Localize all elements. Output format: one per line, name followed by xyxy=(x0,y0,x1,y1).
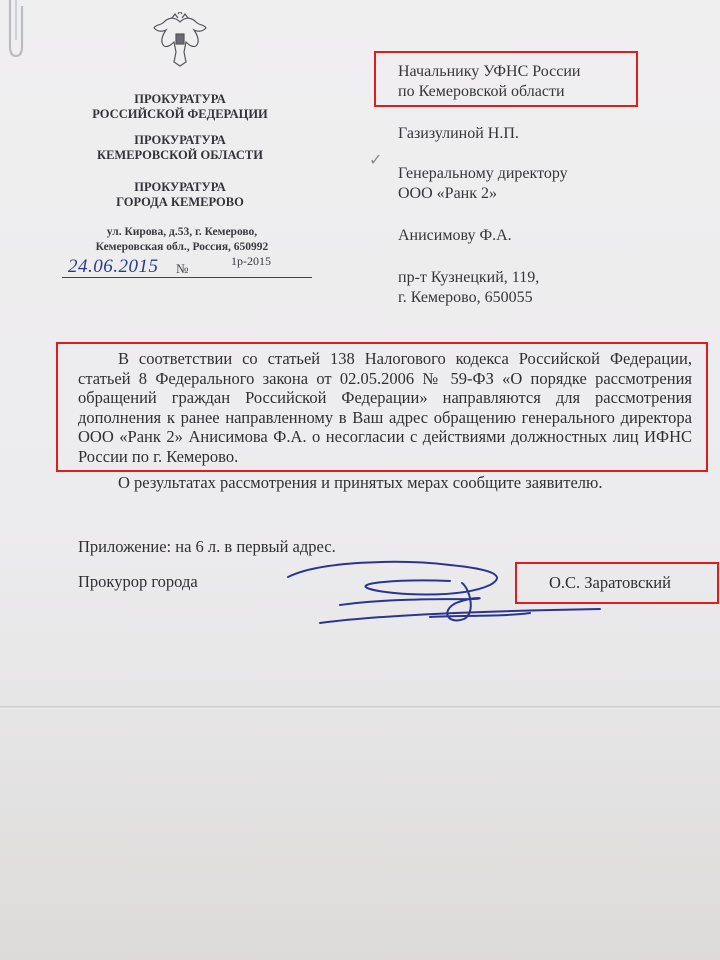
highlight-box-signer xyxy=(515,562,719,604)
recipient-2-name: Анисимову Ф.А. xyxy=(398,227,512,244)
sender-address-line: Кемеровская обл., Россия, 650992 xyxy=(95,241,269,253)
main-paragraph: В соответствии со статьей 138 Налогового кодекса Российской Федерации, статьей 8 Федерального закона от 02.05.2006 № 59-ФЗ «О порядке рассмотрения обращений граждан Российской Федерации» направляются для рассмотрения дополнения к ранее направленному в Ваш адрес обращению генерального директора ООО «Ранк 2» Анисимова Ф.А. о несогласии с действиями должностных лиц ИФНС России по г. Кемерово. xyxy=(78,349,692,466)
agency-header-line: ПРОКУРАТУРА xyxy=(134,180,226,194)
checkmark-icon: ✓ xyxy=(369,152,383,169)
recipient-1-line-1: Начальнику УФНС России xyxy=(398,63,581,80)
agency-header-kemerovo-region xyxy=(70,133,290,163)
agency-header-line: ПРОКУРАТУРА xyxy=(134,133,226,147)
agency-header-line: РОССИЙСКОЙ ФЕДЕРАЦИИ xyxy=(92,107,268,121)
paperclip-icon xyxy=(2,0,28,60)
agency-header-line: ГОРОДА КЕМЕРОВО xyxy=(116,195,244,209)
recipient-address-line-1: пр-т Кузнецкий, 119, xyxy=(398,269,540,286)
sender-address-line: ул. Кирова, д.53, г. Кемерово, xyxy=(106,226,258,238)
handwritten-date: 24.06.2015 xyxy=(68,256,159,277)
double-headed-eagle-emblem-icon xyxy=(150,12,210,68)
agency-header-line: КЕМЕРОВСКОЙ ОБЛАСТИ xyxy=(97,148,263,162)
number-sign: № xyxy=(176,261,189,276)
recipient-1-name: Газизулиной Н.П. xyxy=(398,125,519,142)
recipient-2-line-2: ООО «Ранк 2» xyxy=(398,185,497,202)
highlight-box-recipient xyxy=(374,51,638,107)
registration-number: 1р-2015 xyxy=(231,254,271,268)
signer-name: О.С. Заратовский xyxy=(549,573,671,592)
results-paragraph: О результатах рассмотрения и принятых мерах сообщите заявителю. xyxy=(118,473,603,492)
appendix-note: Приложение: на 6 л. в первый адрес. xyxy=(78,537,336,556)
recipient-2-line-1: Генеральному директору xyxy=(398,165,568,182)
agency-header-line: ПРОКУРАТУРА xyxy=(134,92,226,106)
highlight-box-main-paragraph xyxy=(56,342,708,472)
paper-fold xyxy=(0,706,720,709)
signer-title: Прокурор города xyxy=(78,572,198,591)
recipient-address-line-2: г. Кемерово, 650055 xyxy=(398,289,533,306)
sender-address xyxy=(78,225,286,255)
agency-header-kemerovo-city xyxy=(70,180,290,210)
agency-header-russian-federation xyxy=(70,92,290,122)
date-number-underline xyxy=(62,277,312,278)
recipient-1-line-2: по Кемеровской области xyxy=(398,83,565,100)
